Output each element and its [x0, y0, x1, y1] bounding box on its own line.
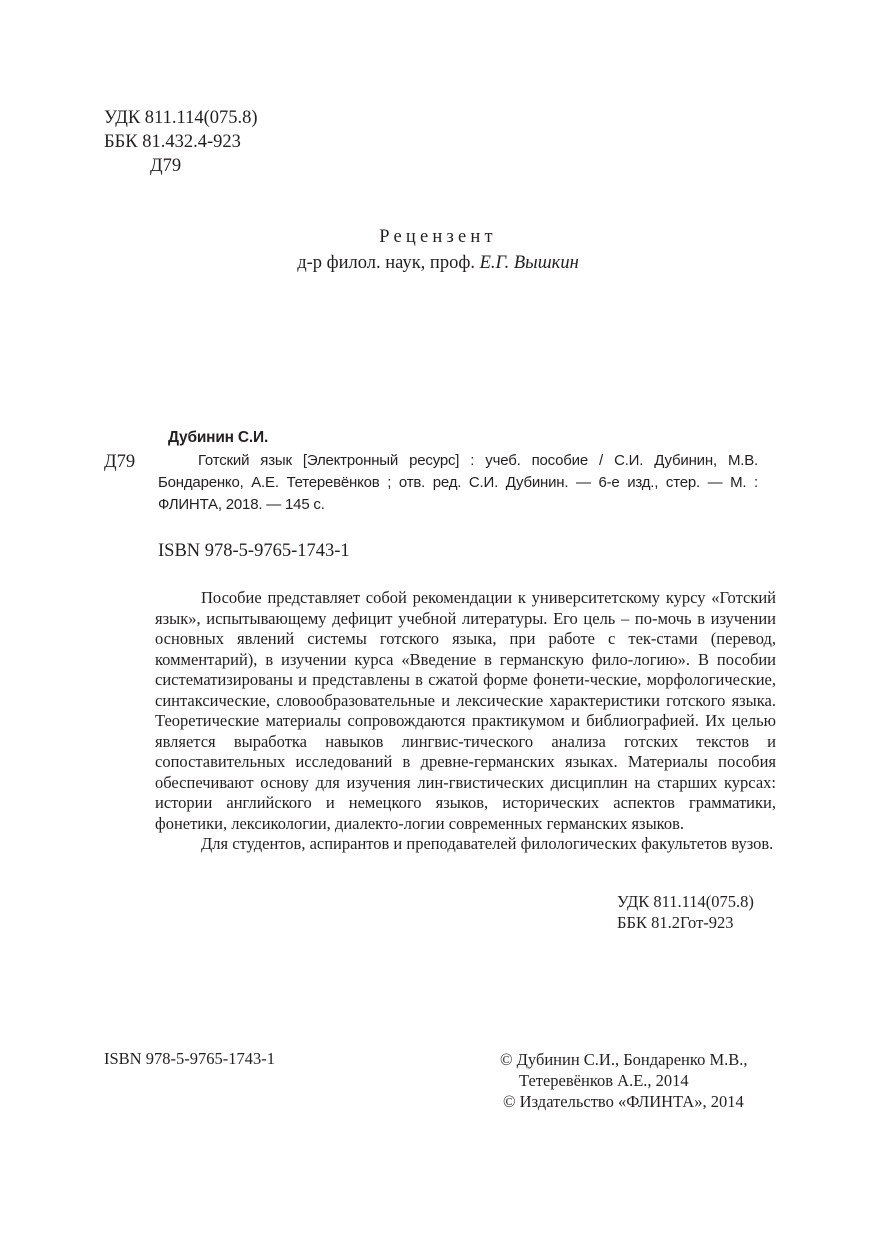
- audience-paragraph: Для студентов, аспирантов и преподавателей филологических факультетов вузов.: [201, 834, 774, 853]
- reviewer-block: [0, 224, 876, 276]
- record-author: Дубинин С.И.: [168, 429, 269, 446]
- author-mark: Д79: [150, 156, 182, 176]
- record-code: Д79: [104, 452, 136, 472]
- abstract-paragraph: Пособие представляет собой рекомендации к университетскому курсу «Готский язык», испытывающему дефицит учебной литературы. Его цель – по-мочь в изучении основных явлений системы готского языка, при работе с тек-стами (перевод, комментарий), в изучении курса «Введение в германскую фило-логию». В пособии систематизированы и представлены в сжатой форме фонети-ческие, морфологические, синтаксические, словообразовательные и лексические характеристики готского языка. Теоретические материалы сопровождаются практикумом и библиографией. Их целью является выработка навыков лингвис-тического анализа готских текстов и сопоставительных исследований в древне-германских языках. Материалы пособия обеспечивают основу для изучения лин-гвистических дисциплин на старших курсах: истории английского и немецкого языков, исторических аспектов грамматики, фонетики, лексикологии, диалекто-логии современных германских языков.: [155, 588, 776, 833]
- udk-code: УДК 811.114(075.8): [104, 108, 258, 128]
- copyright-publisher: © Издательство «ФЛИНТА», 2014: [503, 1092, 744, 1111]
- udk-code-right: УДК 811.114(075.8): [617, 892, 754, 911]
- bbk-code: ББК 81.432.4-923: [104, 132, 241, 152]
- abstract: [155, 588, 776, 855]
- reviewer-name: Е.Г. Вышкин: [479, 253, 579, 273]
- reviewer-heading: Рецензент: [379, 227, 497, 247]
- isbn-footer: ISBN 978-5-9765-1743-1: [104, 1049, 275, 1068]
- bbk-code-right: ББК 81.2Гот-923: [617, 913, 734, 932]
- isbn-main: ISBN 978-5-9765-1743-1: [158, 541, 350, 561]
- bibliographic-description: Готский язык [Электронный ресурс] : учеб. пособие / С.И. Дубинин, М.В. Бондаренко, А.Е. Тетеревёнков ; отв. ред. С.И. Дубинин. — 6-е изд., стер. — М. : ФЛИНТА, 2018. — 145 с.: [158, 452, 758, 513]
- copyright-authors-cont: Тетеревёнков А.Е., 2014: [519, 1071, 689, 1090]
- reviewer-line: [0, 250, 876, 276]
- classification-codes-right: [617, 891, 754, 933]
- copyright-authors: © Дубинин С.И., Бондаренко М.В.,: [500, 1050, 748, 1069]
- copyright-block: [500, 1049, 748, 1112]
- classification-block: [104, 106, 258, 178]
- reviewer-title: д-р филол. наук, проф.: [297, 253, 480, 273]
